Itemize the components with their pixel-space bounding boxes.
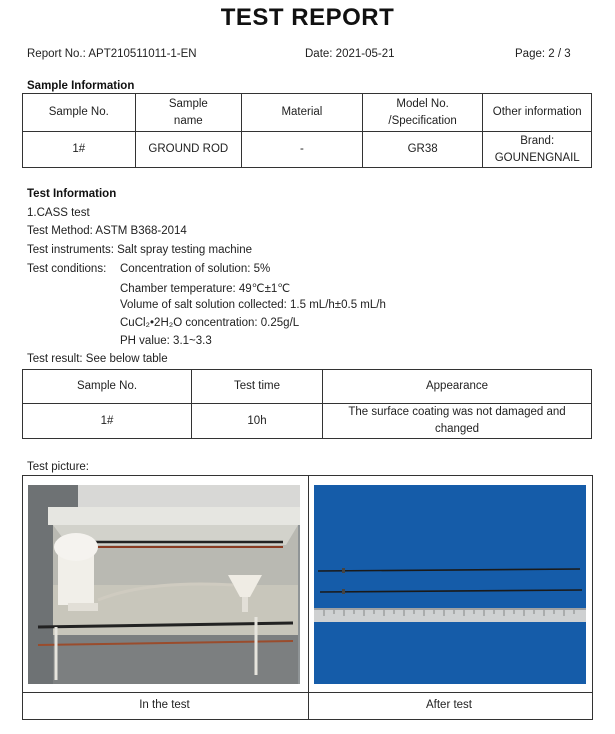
test-method: Test Method: ASTM B368-2014 bbox=[27, 225, 187, 237]
col-header-appearance: Appearance bbox=[323, 370, 592, 404]
test-instruments: Test instruments: Salt spray testing machine bbox=[27, 244, 252, 256]
test-result-table bbox=[22, 369, 592, 439]
test-name: 1.CASS test bbox=[27, 207, 90, 219]
cell-appearance: The surface coating was not damaged and changed bbox=[323, 404, 592, 439]
col-header-material: Material bbox=[242, 94, 363, 132]
cell-other-info: Brand: GOUNENGNAIL bbox=[483, 132, 592, 168]
page-number: Page: 2 / 3 bbox=[515, 48, 571, 60]
col-header-test-time: Test time bbox=[192, 370, 323, 404]
condition-volume: Volume of salt solution collected: 1.5 mL/h±0.5 mL/h bbox=[120, 299, 386, 311]
col-header-sample-no: Sample No. bbox=[23, 94, 136, 132]
salt-spray-chamber-photo bbox=[28, 485, 300, 684]
col-header-sample-no: Sample No. bbox=[23, 370, 192, 404]
cell-model: GR38 bbox=[362, 132, 483, 168]
condition-ph: PH value: 3.1~3.3 bbox=[120, 335, 212, 347]
col-header-other-info: Other information bbox=[483, 94, 592, 132]
condition-temperature: Chamber temperature: 49℃±1℃ bbox=[120, 283, 291, 295]
condition-cucl2: CuCl₂•2H₂O concentration: 0.25g/L bbox=[120, 317, 300, 329]
report-number: Report No.: APT210511011-1-EN bbox=[27, 48, 197, 60]
col-header-sample-name: Sample name bbox=[135, 94, 241, 132]
sample-information-table bbox=[22, 93, 592, 168]
test-information-heading: Test Information bbox=[27, 188, 117, 200]
cell-test-time: 10h bbox=[192, 404, 323, 439]
caption-after-test: After test bbox=[425, 699, 473, 711]
test-picture-label: Test picture: bbox=[27, 461, 89, 473]
test-result-label: Test result: See below table bbox=[27, 353, 168, 365]
test-conditions-label: Test conditions: bbox=[27, 263, 107, 275]
cell-sample-no: 1# bbox=[23, 404, 192, 439]
sample-information-heading: Sample Information bbox=[27, 80, 135, 92]
report-title: TEST REPORT bbox=[220, 4, 395, 31]
caption-in-the-test: In the test bbox=[139, 699, 190, 711]
condition-concentration: Concentration of solution: 5% bbox=[120, 263, 271, 275]
report-date: Date: 2021-05-21 bbox=[305, 48, 395, 60]
cell-sample-no: 1# bbox=[23, 132, 136, 168]
col-header-model-spec: Model No. /Specification bbox=[362, 94, 483, 132]
ground-rods-photo bbox=[314, 485, 586, 684]
cell-material: - bbox=[242, 132, 363, 168]
cell-sample-name: GROUND ROD bbox=[135, 132, 241, 168]
